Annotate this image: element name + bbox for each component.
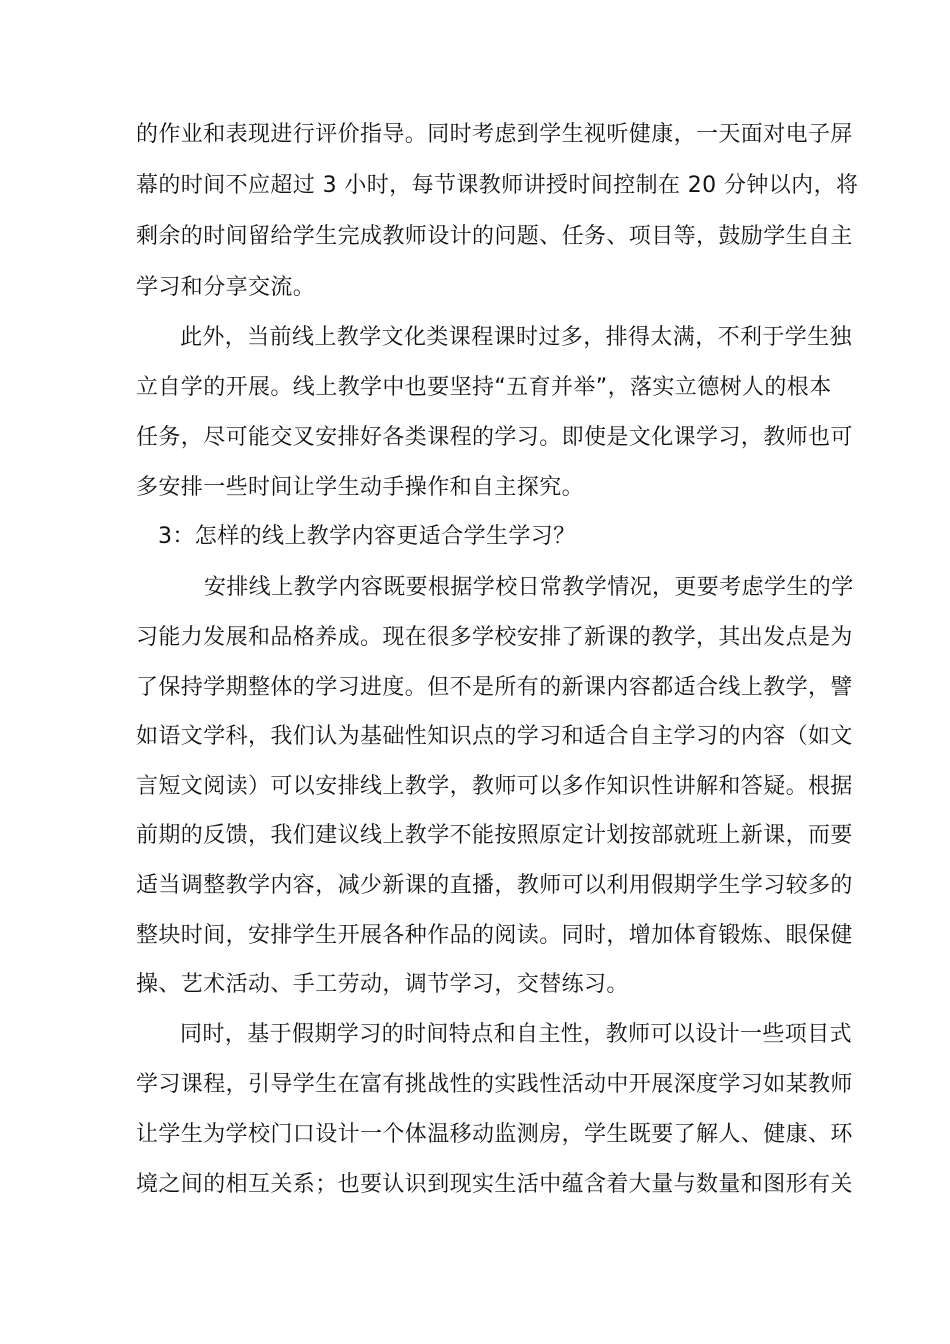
text-line: 习能力发展和品格养成。现在很多学校安排了新课的教学，其出发点是为 bbox=[136, 625, 853, 650]
text-line: 整块时间，安排学生开展各种作品的阅读。同时，增加体育锻炼、眼保健 bbox=[136, 923, 853, 948]
text-line: 学习课程，引导学生在富有挑战性的实践性活动中开展深度学习如某教师 bbox=[136, 1072, 853, 1097]
text-line: 的作业和表现进行评价指导。同时考虑到学生视听健康，一天面对电子屏 bbox=[136, 122, 853, 147]
text-line: 操、艺术活动、手工劳动，调节学习，交替练习。 bbox=[136, 972, 629, 997]
text-line: 学习和分享交流。 bbox=[136, 275, 316, 300]
text-line: 适当调整教学内容，减少新课的直播，教师可以利用假期学生学习较多的 bbox=[136, 873, 853, 898]
text-line: 前期的反馈，我们建议线上教学不能按照原定计划按部就班上新课，而要 bbox=[136, 823, 853, 848]
text-line: 言短文阅读）可以安排线上教学，教师可以多作知识性讲解和答疑。根据 bbox=[136, 774, 853, 799]
text-line: 多安排一些时间让学生动手操作和自主探究。 bbox=[136, 475, 585, 500]
text-line: 幕的时间不应超过 3 小时，每节课教师讲授时间控制在 20 分钟以内，将 bbox=[136, 173, 859, 198]
text-line: 立自学的开展。线上教学中也要坚持“五育并举”，落实立德树人的根本 bbox=[136, 375, 832, 400]
section-heading: 3：怎样的线上教学内容更适合学生学习？ bbox=[158, 524, 576, 549]
text-line: 境之间的相互关系；也要认识到现实生活中蕴含着大量与数量和图形有关 bbox=[136, 1172, 853, 1197]
text-line: 安排线上教学内容既要根据学校日常教学情况，更要考虑学生的学 bbox=[204, 575, 854, 600]
text-line: 同时，基于假期学习的时间特点和自主性，教师可以设计一些项目式 bbox=[180, 1022, 853, 1047]
text-line: 了保持学期整体的学习进度。但不是所有的新课内容都适合线上教学，譬 bbox=[136, 675, 853, 700]
text-line: 任务，尽可能交叉安排好各类课程的学习。即使是文化课学习，教师也可 bbox=[136, 425, 853, 450]
text-line: 此外，当前线上教学文化类课程课时过多，排得太满，不利于学生独 bbox=[180, 325, 853, 350]
text-line: 让学生为学校门口设计一个体温移动监测房，学生既要了解人、健康、环 bbox=[136, 1122, 853, 1147]
text-line: 剩余的时间留给学生完成教师设计的问题、任务、项目等，鼓励学生自主 bbox=[136, 224, 853, 249]
text-line: 如语文学科，我们认为基础性知识点的学习和适合自主学习的内容（如文 bbox=[136, 724, 853, 749]
